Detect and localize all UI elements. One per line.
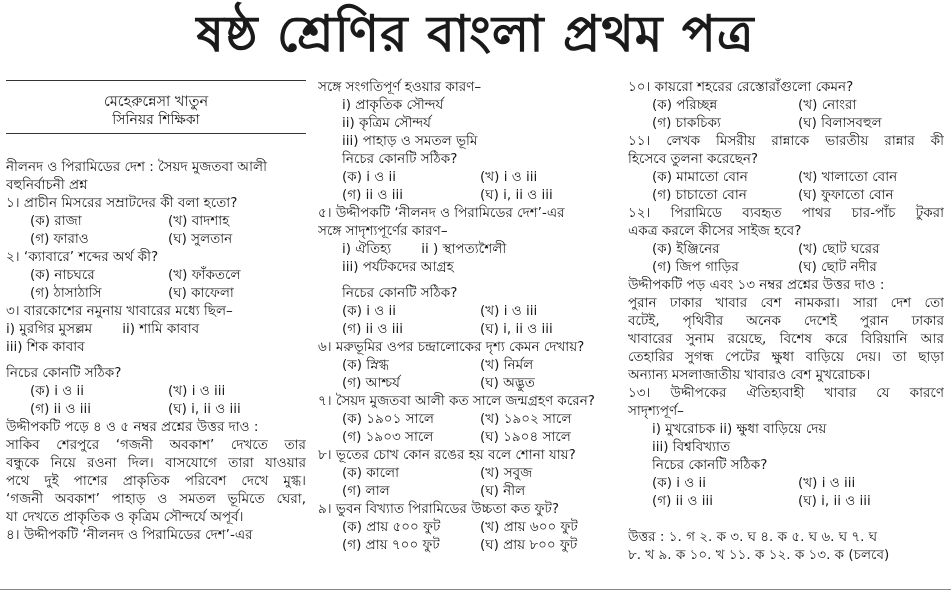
stem-line: ‘গজনী অবকাশ’ পাহাড় ও সমতল ভূমিতে ঘেরা,	[6, 491, 306, 507]
option: (ঘ) অদ্ভুত	[480, 375, 535, 391]
question-3: ৩। বারকোশের নমুনায় খাবারের মধ্যে ছিল–	[6, 303, 233, 319]
option: (ঘ) নীল	[480, 483, 526, 499]
question-4: ৪। উদ্দীপকটি ‘নীলনদ ও পিরামিডের দেশ’-এর	[6, 527, 253, 543]
option: (ক) স্নিগ্ধ	[342, 357, 389, 373]
question-3-options	[6, 382, 306, 418]
question-3-prompt: নিচের কোনটি সঠিক?	[6, 365, 122, 381]
section-title: বহুনির্বাচনী প্রশ্ন	[6, 177, 88, 193]
question-11-options	[628, 168, 944, 204]
question-4-item: i) প্রাকৃতিক সৌন্দর্য	[342, 97, 444, 113]
answer-key: ৮. খ ৯. ক ১০. খ ১১. ক ১২. ক ১৩. ক (চলবে)	[628, 547, 890, 563]
question-1-options	[6, 212, 306, 248]
option: (ঘ) ১৯০৪ সালে	[480, 429, 571, 445]
option: (খ) বাদশাহ	[168, 213, 230, 229]
option: (ঘ) কাফেলা	[168, 285, 234, 301]
option: (গ) আশ্চর্য	[342, 375, 400, 391]
question-11-cont: হিসেবে তুলনা করেছেন?	[628, 151, 759, 167]
option: (খ) নির্মল	[480, 357, 534, 373]
question-5-items: iii) পর্যটকদের আগ্রহ	[342, 259, 454, 275]
question-4-item: ii) কৃত্রিম সৌন্দর্য	[342, 115, 431, 131]
option: (গ) জিপ গাড়ির	[652, 259, 739, 275]
option: (ক) মামাতো বোন	[652, 169, 748, 185]
author-block	[6, 93, 306, 129]
question-5: ৫। উদ্দীপকটি ‘নীলনদ ও পিরামিডের দেশ’-এর	[318, 205, 565, 221]
question-13-prompt: নিচের কোনটি সঠিক?	[652, 457, 768, 473]
page-title: ষষ্ঠ শ্রেণির বাংলা প্রথম পত্র	[196, 5, 755, 63]
divider	[6, 80, 306, 81]
question-5-cont: সঙ্গে সাদৃশ্যপূর্ণের কারণ–	[318, 223, 448, 239]
option: (গ) চাচাতো বোন	[652, 187, 747, 203]
question-12-cont: একত্র করলে কীসের সাইজ হবে?	[628, 223, 802, 239]
option: (ক) কালো	[342, 465, 400, 481]
divider	[6, 133, 306, 134]
question-10: ১০। কায়রো শহরের রেস্তোরাঁগুলো কেমন?	[628, 79, 854, 95]
option: (ঘ) সুলতান	[168, 231, 233, 247]
option: (গ) লাল	[342, 483, 390, 499]
option: (গ) প্রায় ৭০০ ফুট	[342, 537, 440, 553]
option: (গ) ঠাসাঠাসি	[30, 285, 102, 301]
stem-line: পথে দুই পাশের প্রাকৃতিক পরিবেশ দেখে মুগ্ধ।	[6, 473, 306, 489]
question-4-cont: সঙ্গে সংগতিপূর্ণ হওয়ার কারণ–	[318, 79, 482, 95]
option: (খ) i ও iii	[168, 383, 226, 399]
stem-line: বটেই, পৃথিবীর অনেক দেশেই পুরান ঢাকার	[628, 313, 944, 329]
question-3-items: i) মুরগির মুসল্লম ii) শামি কাবাব	[6, 321, 200, 337]
option: (খ) i ও iii	[798, 475, 856, 491]
option: (ঘ) i, ii ও iii	[168, 401, 241, 417]
question-2: ২। ‘ক্যাবারে’ শব্দের অর্থ কী?	[6, 249, 159, 265]
option: (ক) i ও ii	[342, 303, 397, 319]
option: (গ) ii ও iii	[30, 401, 91, 417]
question-13-items: i) মুখরোচক ii) ক্ষুধা বাড়িয়ে দেয়	[652, 421, 827, 437]
option: (খ) খালাতো বোন	[798, 169, 898, 185]
chapter-title: নীলনদ ও পিরামিডের দেশ : সৈয়দ মুজতবা আলী	[6, 159, 267, 175]
option: (গ) ii ও iii	[342, 321, 403, 337]
question-6: ৬। মরুভূমির ওপর চন্দ্রালোকের দৃশ্য কেমন দেখায়?	[318, 339, 585, 355]
option: (খ) প্রায় ৬০০ ফুট	[480, 519, 578, 535]
stem-line: সাকিব শেরপুরে ‘গজনী অবকাশ’ দেখতে তার	[6, 437, 306, 453]
stem-heading: উদ্দীপকটি পড় এবং ১৩ নম্বর প্রশ্নের উত্তর দাও :	[628, 277, 885, 293]
question-8-options	[318, 464, 618, 500]
stem-line: যা দেখতে প্রাকৃতিক ও কৃত্রিম সৌন্দর্যে অপূর্ব।	[6, 509, 244, 525]
question-7: ৭। সৈয়দ মুজতবা আলী কত সালে জন্মগ্রহণ করেন?	[318, 393, 595, 409]
question-13-cont: সাদৃশ্যপূর্ণ–	[628, 403, 684, 419]
question-5-items: i) ঐতিহ্য ii ) স্থাপত্যশৈলী	[342, 241, 507, 257]
question-7-options	[318, 410, 618, 446]
question-8: ৮। ভূতের চোখ কোন রঙের হয় বলে শোনা যায়?	[318, 447, 576, 463]
option: (ক) রাজা	[30, 213, 82, 229]
option: (ক) পরিচ্ছন্ন	[652, 97, 718, 113]
option: (ক) ইঞ্জিনের	[652, 241, 720, 257]
option: (গ) ii ও iii	[342, 187, 403, 203]
option: (খ) ছোট ঘরের	[798, 241, 880, 257]
option: (ঘ) i, ii ও iii	[480, 187, 553, 203]
question-5-options	[318, 302, 618, 338]
stem-line: অন্যান্য মসলাজাতীয় খাবারও বেশ মুখরোচক।	[628, 367, 871, 383]
question-5-prompt: নিচের কোনটি সঠিক?	[342, 285, 458, 301]
option: (খ) সবুজ	[480, 465, 533, 481]
option: (খ) i ও iii	[480, 303, 538, 319]
question-12: ১২। পিরামিডে ব্যবহৃত পাথর চার-পাঁচ টুকরা	[628, 205, 944, 221]
option: (গ) ii ও iii	[652, 493, 713, 509]
option: (ঘ) i, ii ও iii	[480, 321, 553, 337]
option: (খ) ফাঁকতলে	[168, 267, 241, 283]
option: (ঘ) ছোট নদীর	[798, 259, 877, 275]
question-4-options	[318, 168, 618, 204]
stem-line: পুরান ঢাকার খাবার বেশ নামকরা। সারা দেশ তো	[628, 295, 944, 311]
option: (ক) প্রায় ৫০০ ফুট	[342, 519, 441, 535]
option: (গ) ফারাও	[30, 231, 89, 247]
question-6-options	[318, 356, 618, 392]
stem-line: বন্ধুকে নিয়ে রওনা দিল। বাসযোগে তারা যাওয়ার	[6, 455, 306, 471]
question-2-options	[6, 266, 306, 302]
column-1	[6, 78, 306, 544]
option: (ক) নাচঘরে	[30, 267, 95, 283]
option: (গ) ১৯০৩ সালে	[342, 429, 434, 445]
question-9: ৯। ভুবন বিখ্যাত পিরামিডের উচ্চতা কত ফুট?	[318, 501, 560, 517]
question-12-options	[628, 240, 944, 276]
stem-line: তেহারির সুগন্ধ পেটের ক্ষুধা বাড়িয়ে দেয়। তা ছাড়া	[628, 349, 944, 365]
question-3-items: iii) শিক কাবাব	[6, 339, 85, 355]
option: (খ) i ও iii	[480, 169, 538, 185]
question-13-options	[628, 474, 944, 510]
question-13-items: iii) বিশ্ববিখ্যাত	[652, 439, 731, 455]
stem-heading: উদ্দীপকটি পড়ে ৪ ও ৫ নম্বর প্রশ্নের উত্তর দাও :	[6, 419, 259, 435]
option: (ঘ) ফুফাতো বোন	[798, 187, 894, 203]
option: (ক) i ও ii	[30, 383, 85, 399]
option: (ঘ) বিলাসবহুল	[798, 115, 882, 131]
question-11: ১১। লেখক মিসরীয় রান্নাকে ভারতীয় রান্নার কী	[628, 133, 944, 149]
option: (ক) i ও ii	[342, 169, 397, 185]
author-role: সিনিয়র শিক্ষিকা	[112, 112, 200, 128]
option: (ক) i ও ii	[652, 475, 707, 491]
question-13: ১৩। উদ্দীপকের ঐতিহ্যবাহী খাবার যে কারণে	[628, 385, 944, 401]
question-9-options	[318, 518, 618, 554]
question-4-item: iii) পাহাড় ও সমতল ভূমি	[342, 133, 478, 149]
answer-key: উত্তর : ১. গ ২. ক ৩. ঘ ৪. ক ৫. ঘ ৬. ঘ ৭. ঘ	[628, 529, 878, 545]
option: (খ) নোংরা	[798, 97, 857, 113]
option: (গ) চাকচিক্য	[652, 115, 721, 131]
option: (ক) ১৯০১ সালে	[342, 411, 434, 427]
column-3	[628, 78, 944, 564]
option: (খ) ১৯০২ সালে	[480, 411, 572, 427]
option: (ঘ) প্রায় ৮০০ ফুট	[480, 537, 578, 553]
question-1: ১। প্রাচীন মিসরের সম্রাটদের কী বলা হতো?	[6, 195, 238, 211]
question-4-prompt: নিচের কোনটি সঠিক?	[342, 151, 458, 167]
column-2	[318, 78, 618, 554]
author-name: মেহেরুন্নেসা খাতুন	[103, 94, 209, 110]
bottom-divider	[0, 589, 951, 594]
option: (ঘ) i, ii ও iii	[798, 493, 871, 509]
stem-line: খাবারের সুনাম রয়েছে, বিশেষ করে বিরিয়ানি আর	[628, 331, 944, 347]
question-10-options	[628, 96, 944, 132]
